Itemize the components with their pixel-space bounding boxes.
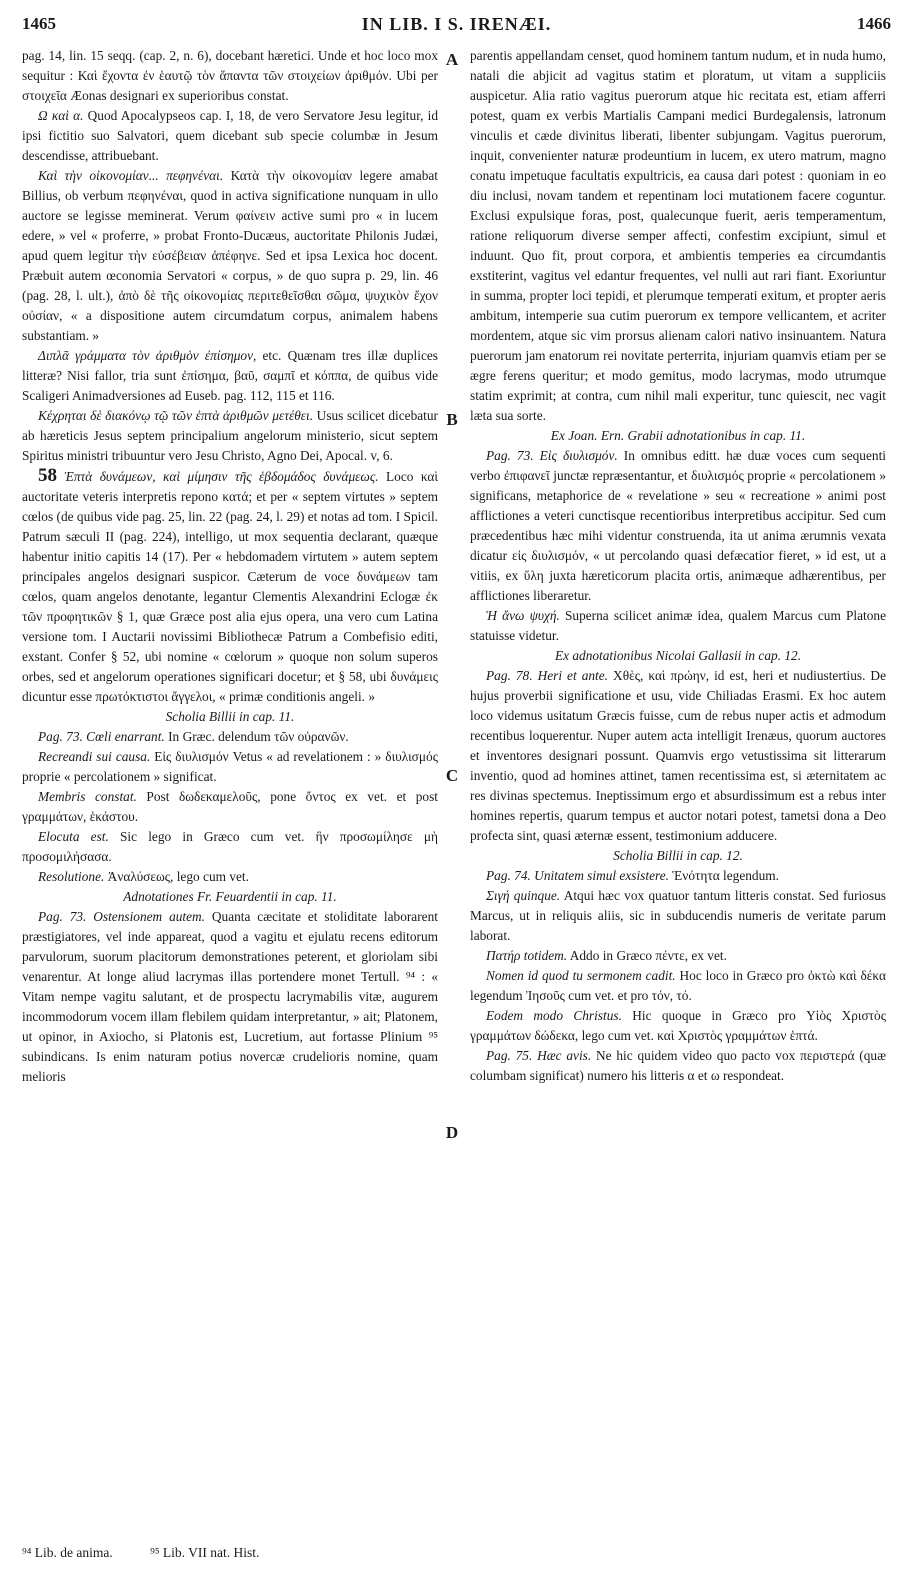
margin-letters bbox=[441, 0, 463, 1594]
paragraph-text: Addo in Græco πέντε, ex vet. bbox=[567, 948, 727, 963]
paragraph-text: Scholia Billii in cap. 11. bbox=[165, 709, 295, 724]
paragraph bbox=[470, 886, 886, 946]
paragraph-text: Post δωδεκαμελοῦς, pone ὄντος ex vet. et post γραμμάτων, ἑκάστου. bbox=[22, 789, 438, 824]
paragraph-text: Hoc loco in Græco pro ὀκτὼ καὶ δέκα legendum Ἰησοῦς cum vet. et pro τόν, τό. bbox=[470, 968, 886, 1003]
paragraph bbox=[470, 606, 886, 646]
page-number-right: 1466 bbox=[857, 14, 891, 33]
lemma: Καὶ τὴν οἰκονομίαν... πεφηνέναι. bbox=[38, 168, 224, 183]
lemma: Ἡ ἄνω ψυχή. bbox=[486, 608, 560, 623]
paragraph-text: Ne hic quidem video quo pacto vox περιστερά (quæ columbam significat) numero his litteris α et ω respondeat. bbox=[470, 1048, 886, 1083]
lemma: Ω καὶ α. bbox=[38, 108, 84, 123]
lemma: Pag. 73. Εἰς διυλισμόν. bbox=[486, 448, 618, 463]
running-title: IN LIB. I S. IRENÆI. bbox=[361, 14, 552, 34]
paragraph-text: Εἰς διυλισμόν Vetus « ad revelationem : » διυλισμός proprie « percolationem » significat. bbox=[22, 749, 438, 784]
paragraph-text: Superna scilicet animæ idea, qualem Marcus cum Platone statuisse videtur. bbox=[470, 608, 887, 643]
paragraph-text: Usus scilicet dicebatur ab hæreticis Jesus septem principalium angelorum ministerio, sicut septem Spiritus ministri tribuuntur vero Jesu Christo, Agno Dei, Apocal. v, 6. bbox=[22, 408, 438, 463]
lemma: Πατήρ totidem. bbox=[486, 948, 568, 963]
lemma: Elocuta est. bbox=[38, 829, 109, 844]
lemma: Σιγή quinque. bbox=[486, 888, 561, 903]
footnote: ⁹⁴ Lib. de anima. bbox=[22, 1545, 113, 1560]
paragraph-text: In Græc. delendum τῶν οὐρανῶν. bbox=[164, 729, 349, 744]
paragraph bbox=[22, 707, 438, 727]
paragraph bbox=[470, 866, 886, 886]
paragraph bbox=[470, 966, 886, 1006]
paragraph bbox=[470, 846, 886, 866]
lemma: Pag. 73. Cœli enarrant. bbox=[38, 729, 165, 744]
paragraph-text: Ex Joan. Ern. Grabii adnotationibus in cap. 11. bbox=[550, 428, 806, 443]
paragraph bbox=[22, 106, 438, 166]
paragraph-text: In omnibus editt. hæ duæ voces cum sequenti verbo ἐπιφανεῖ junctæ repræsentantur, et διυλισμός proprie « percolationem » significans, metaphorice de « revelatione » seu « recreatione » animi post afflictiones a veteri cunctisque recentioribus interpretibus accipitur. Sed cum præcedentibus hæc mihi videntur construenda, ita ut anima ærumnis vexata dicatur εἰς διυλισμόν, « ut percolando quasi defæcatior fieret, » id est, ut a vitiis, ex ὕλη juxta hæreticorum placita ortis, animæque adhærentibus, per afflictiones liberaretur. bbox=[470, 448, 886, 603]
paragraph bbox=[22, 867, 438, 887]
lemma: Resolutione. bbox=[38, 869, 105, 884]
margin-letter-c: C bbox=[445, 766, 459, 785]
paragraph bbox=[22, 727, 438, 747]
paragraph bbox=[22, 747, 438, 787]
margin-letter-a: A bbox=[445, 50, 459, 69]
page-number-left: 1465 bbox=[22, 14, 56, 33]
lemma: Διπλᾶ γράμματα τὸν ἀριθμὸν ἐπίσημον, bbox=[38, 348, 257, 363]
left-column bbox=[22, 46, 438, 1087]
paragraph bbox=[470, 1046, 886, 1086]
lemma: Ἑπτὰ δυνάμεων, καὶ μίμησιν τῆς ἑβδομάδος δυνάμεως. bbox=[57, 469, 379, 484]
paragraph-text: Sic lego in Græco cum vet. ἣν προσωμίλησε μὴ προσομιλήσασα. bbox=[22, 829, 438, 864]
paragraph-text: etc. Quænam tres illæ duplices litteræ? Nisi fallor, tria sunt ἐπίσημα, βαῦ, σαμπῖ et κόππα, de quibus vide Scaligeri Animadversiones ad Euseb. pag. 112, 115 et 116. bbox=[22, 348, 439, 403]
paragraph-text: Quanta cæcitate et stoliditate laborarent præstigiatores, vel inde appareat, quod a vagitu et ejulatu recens editorum parvulorum, suorum placitorum demonstrationes peterent, et gloriolam sibi venarentur. At longe aliud lacrymas illas portendere monet Tertull. ⁹⁴ : « Vitam nempe vagitu salutant, et de prospectu lacrymabilis vitæ, augurem incommodorum vocem illam flebilem quidam interpretantur, » ait; Platonem, ut opinor, in Axiocho, si Platonis est, Lucretium, aut fortasse Plinium ⁹⁵ subindicans. Is enim naturam potius novercæ crudelioris nomine, quam melioris bbox=[22, 909, 438, 1084]
footnotes bbox=[22, 1545, 438, 1561]
margin-letter-b: B bbox=[446, 410, 458, 429]
paragraph-text: Ex adnotationibus Nicolai Gallasii in cap. 12. bbox=[554, 648, 802, 663]
lemma: Pag. 73. Ostensionem autem. bbox=[38, 909, 206, 924]
paragraph bbox=[470, 446, 886, 606]
paragraph bbox=[470, 946, 886, 966]
lemma: Recreandi sui causa. bbox=[38, 749, 151, 764]
paragraph-text: Atqui hæc vox quatuor tantum litteris constat. Sed furiosus Marcus, ut in reliquis aliis, sic in subducendis numeris de veritate parum laborat. bbox=[470, 888, 886, 943]
paragraph bbox=[22, 466, 438, 707]
lemma: Pag. 78. Heri et ante. bbox=[486, 668, 609, 683]
right-column bbox=[470, 46, 886, 1086]
paragraph-text: Ἀναλύσεως, lego cum vet. bbox=[104, 869, 249, 884]
paragraph bbox=[22, 907, 438, 1087]
margin-letter-d: D bbox=[445, 1123, 459, 1142]
paragraph-text: Loco καὶ auctoritate veteris interpretis repono κατά; et per « septem virtutes » septem cœlos (de quibus vide pag. 25, lin. 22 (pag. 24, l. 29) et notas ad tom. I Spicil. Patrum sæculi II (pag. 224), intelligo, ut mox sequentia declarant, quæque habentur initio capitis 14 (17). Per « hebdomadem virtutem » autem septem principales angelos designari suspicor. Cæterum de voce δυνάμεων tam cœlos, quam angelos denotante, legantur Clementis Alexandrini Eclogæ ἐκ τῶν προφητικῶν § 1, quæ Græce post alia ejus opera, una vero cum Latina versione tom. I Auctarii novissimi Bibliothecæ Patrum a Combefisio editi, exstant. Confer § 52, ubi nomine « cœlorum » quoque non solum superos orbes, sed et angelorum operationes significari docetur; et § 58, ubi δυνάμεις dicuntur esse πρωτόκτιστοι ἄγγελοι, « primæ conditionis angeli. » bbox=[22, 469, 439, 704]
lemma: Nomen id quod tu sermonem cadit. bbox=[486, 968, 676, 983]
paragraph-text: pag. 14, lin. 15 seqq. (cap. 2, n. 6), docebant hæretici. Unde et hoc loco mox sequitur : Καὶ ἔχοντα ἐν ἑαυτῷ τὸν ἅπαντα τῶν στοιχείων ἀριθμόν. Ubi per στοιχεῖα Æonas designari ex superioribus constat. bbox=[22, 48, 438, 103]
paragraph-text: Adnotationes Fr. Feuardentii in cap. 11. bbox=[123, 889, 337, 904]
paragraph-text: Ἑνότητα legendum. bbox=[668, 868, 779, 883]
paragraph bbox=[22, 827, 438, 867]
lemma: Pag. 74. Unitatem simul exsistere. bbox=[486, 868, 669, 883]
section-number: 58 bbox=[38, 465, 57, 486]
paragraph bbox=[22, 346, 438, 406]
paragraph-text: parentis appellandam censet, quod hominem tantum nudum, et in nuda humo, natali die abjicit ad vagitus statim et ploratum, ut vitam a suppliciis auspicetur. Alia ratio vagitus puerorum atque hic recitata est, etiam afferri potest, quam ex verbis Martialis Campani medici Burdegalensis, latronum vinculis et cæde divinitus liberati, libenter subjungam. Vagitus puerorum, inquit, convenienter naturæ prodeuntium in lucem, ex utero matrum, magno conatu impetuque facultatis expultricis, ea causa dari potest : quoniam in eo diu inclusi, novam tandem et repentinam loci mutationem facere coguntur. Exclusi expulsique foras, post, qualecunque fuerit, aeris temperamentum, ratione reliquorum diverse semper affecti, confestim excipiunt, simul et induunt. Quo fit, prout corpora, et ambientis temperies ea circumdantis exstiterint, vagitus vel edantur frequentes, vel nulli aut rari fiant. Exoriuntur in summa, propter loci tepidi, et plerumque temperati exitum, et propter aeris ambitum, intemperie sua cutim puerorum ex tempore vellicantem, et acriter mordentem, atque sic vim prorsus alienam calori nativo insinuantem. Natura puerorum jam enatorum rei novitate perterrita, injuriam quamvis etiam per se ægre ferens queritur; et modo gemitus, modo lacrymas, modo utrumque statim exprimit; at contra, cum nihil mali experitur, tunc quiescit, nec vagit læta sua sorte. bbox=[470, 48, 886, 423]
paragraph-text: Hic quoque in Græco pro Υἱὸς Χριστὸς γραμμάτων δώδεκα, lego cum vet. καὶ Χριστὸς γραμμάτων ἑπτά. bbox=[470, 1008, 886, 1043]
paragraph bbox=[470, 426, 886, 446]
paragraph bbox=[470, 646, 886, 666]
lemma: Pag. 75. Hæc avis. bbox=[486, 1048, 592, 1063]
paragraph bbox=[470, 46, 886, 426]
paragraph-text: Quod Apocalypseos cap. I, 18, de vero Servatore Jesu legitur, id ipsi fictitio suo Salvatori, quem dicebant sub specie columbæ in Jesum descendisse, attribuebant. bbox=[22, 108, 438, 163]
paragraph-text: Χθὲς, καὶ πρώην, id est, heri et nudiustertius. De hujus proverbii significatione et usu, vide Chiliadas Erasmi. Ex hoc autem loco videmus usitatum Græcis fuisse, cum de rebus nuper actis et admodum recentibus loquerentur. Nuper autem acta intelligit Irenæus, quorum auctores et inventores designari possunt. Quamvis ergo vetustissima sit litterarum inventio, quod ad homines attinet, tamen recentissima est, si æternitatem ac res divinas spectemus. Ineptissimum ergo et absurdissimum est a rebus inter homines repertis, quarum tempus et auctor notari potest, tametsi dona a Deo profecta sint, quasi æternæ essent, testimonium adducere. bbox=[470, 668, 886, 843]
lemma: Membris constat. bbox=[38, 789, 137, 804]
lemma: Eodem modo Christus. bbox=[486, 1008, 622, 1023]
paragraph bbox=[22, 787, 438, 827]
paragraph bbox=[470, 666, 886, 846]
paragraph bbox=[22, 166, 438, 346]
paragraph bbox=[22, 46, 438, 106]
footnote: ⁹⁵ Lib. VII nat. Hist. bbox=[150, 1545, 260, 1560]
paragraph bbox=[22, 887, 438, 907]
paragraph-text: Scholia Billii in cap. 12. bbox=[613, 848, 743, 863]
paragraph bbox=[22, 406, 438, 466]
paragraph-text: Κατὰ τὴν οἰκονομίαν legere amabat Billius, ob verbum πεφηνέναι, quod in activa significatione nunquam in ullo auctore se legisse meminerat. Verum φαίνειν active sumi pro « in lucem edere, » vel « proferre, » probat Fronto-Ducæus, auctoritate Philonis Judæi, apud quem legitur τὴν εὐσέβειαν ἀπέφηνε. Sed et ipsa Lexica hoc docent. Præbuit autem œconomia Servatori « corpus, » de quo supra p. 29, lin. 46 (pag. 28, l. ult.), ἀπὸ δὲ τῆς οἰκονομίας περιτεθεῖσθαι σῶμα, ψυχικὸν ἔχον οὐσίαν, « a dispositione autem circumdatum corpus, animalem habens substantiam. » bbox=[22, 168, 438, 343]
lemma: Κέχρηται δὲ διακόνῳ τῷ τῶν ἑπτὰ ἀριθμῶν μετέθει. bbox=[38, 408, 314, 423]
paragraph bbox=[470, 1006, 886, 1046]
